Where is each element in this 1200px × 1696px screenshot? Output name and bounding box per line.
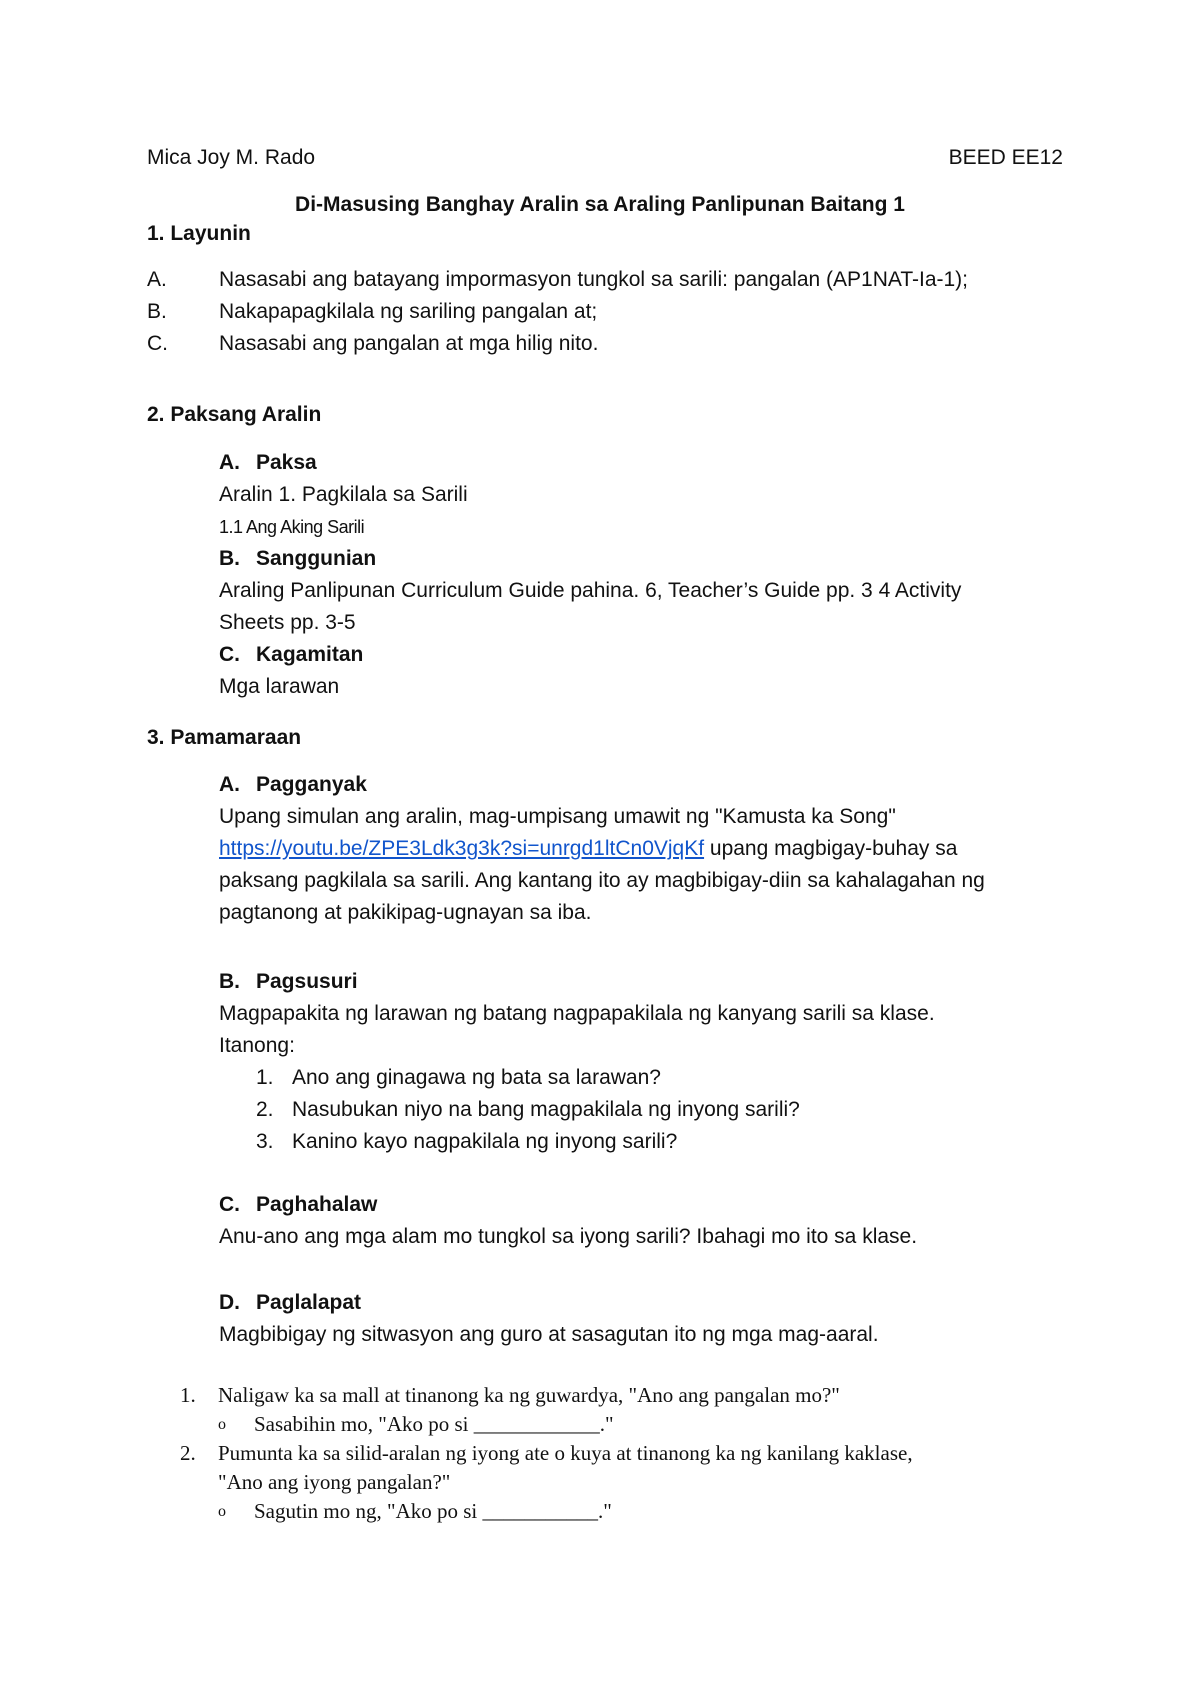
list-item [147, 296, 968, 328]
list-item [180, 1381, 1080, 1410]
list-item-text: Nasasabi ang batayang impormasyon tungkol sa sarili: pangalan (AP1NAT-Ia-1); [219, 268, 969, 291]
subheading-title: Kagamitan [256, 643, 364, 666]
list-item [256, 1126, 1049, 1158]
subheading-marker: B. [219, 970, 240, 993]
pagganyak-line: paksang pagkilala sa sarili. Ang kantang ito ay magbibigay-diin sa kahalagahan ng [219, 869, 985, 892]
page-title: Di-Masusing Banghay Aralin sa Araling Panlipunan Baitang 1 [295, 193, 905, 216]
bullet-icon: o [218, 1503, 226, 1520]
list-marker: 3. [256, 1130, 274, 1153]
list-item [256, 1094, 1049, 1126]
list-marker: 1. [256, 1066, 274, 1089]
list-marker: B. [147, 300, 167, 323]
paksa-line: 1.1 Ang Aking Sarili [219, 517, 365, 537]
subheading-pagganyak [219, 769, 1049, 801]
section-heading-layunin: 1. Layunin [147, 222, 251, 245]
list-marker: C. [147, 332, 168, 355]
sanggunian-line: Sheets pp. 3-5 [219, 611, 356, 634]
subheading-title: Pagganyak [256, 773, 367, 796]
list-item-text: Pumunta ka sa silid-aralan ng iyong ate o kuya at tinanong ka ng kanilang kaklase, [218, 1441, 913, 1465]
list-subitem [218, 1497, 1080, 1526]
subheading-marker: C. [219, 1193, 240, 1216]
subheading-marker: B. [219, 547, 240, 570]
sanggunian-line: Araling Panlipunan Curriculum Guide pahina. 6, Teacher’s Guide pp. 3 4 Activity [219, 579, 962, 602]
situation-list [180, 1381, 1080, 1526]
list-item-text: Nasasabi ang pangalan at mga hilig nito. [219, 332, 599, 355]
paglalapat-block [219, 1287, 1049, 1351]
pagganyak-line: pagtanong at pakikipag-ugnayan sa iba. [219, 901, 592, 924]
subheading-title: Paglalapat [256, 1291, 362, 1314]
list-marker: A. [147, 268, 167, 291]
list-item-continuation [180, 1468, 1080, 1497]
list-marker: 2. [180, 1441, 196, 1465]
pagganyak-line [219, 833, 1049, 865]
subheading-pagsusuri [219, 966, 1049, 998]
list-subitem-text: Sagutin mo ng, "Ako po si ___________." [254, 1499, 612, 1523]
section-heading-paksang-aralin: 2. Paksang Aralin [147, 403, 322, 426]
subheading-title: Paghahalaw [256, 1193, 378, 1216]
paglalapat-line: Magbibigay ng sitwasyon ang guro at sasagutan ito ng mga mag-aaral. [219, 1323, 879, 1346]
subheading-sanggunian [219, 543, 1049, 575]
subheading-marker: C. [219, 643, 240, 666]
list-item-text: "Ano ang iyong pangalan?" [218, 1470, 451, 1494]
subheading-paghahalaw [219, 1189, 1049, 1221]
list-item-text: Nasubukan niyo na bang magpakilala ng inyong sarili? [292, 1098, 800, 1121]
pagganyak-line: Upang simulan ang aralin, mag-umpisang umawit ng "Kamusta ka Song" [219, 805, 896, 828]
pagsusuri-line: Itanong: [219, 1034, 295, 1057]
list-item-text: Ano ang ginagawa ng bata sa larawan? [292, 1066, 661, 1089]
list-item-text: Naligaw ka sa mall at tinanong ka ng guwardya, "Ano ang pangalan mo?" [218, 1383, 840, 1407]
author-name: Mica Joy M. Rado [147, 146, 316, 169]
subheading-kagamitan [219, 639, 1049, 671]
list-subitem-text: Sasabihin mo, "Ako po si ____________." [254, 1412, 614, 1436]
list-item [147, 264, 968, 296]
pagsusuri-block [219, 966, 1049, 1158]
kagamitan-line: Mga larawan [219, 675, 340, 698]
question-list [256, 1062, 1049, 1158]
subheading-paksa [219, 447, 1049, 479]
pagsusuri-line: Magpapakita ng larawan ng batang nagpapakilala ng kanyang sarili sa klase. [219, 1002, 935, 1025]
list-item [147, 328, 968, 360]
list-item-text: Nakapapagkilala ng sariling pangalan at; [219, 300, 598, 323]
paghahalaw-block [219, 1189, 1049, 1253]
pagganyak-line-rest: upang magbigay-buhay sa [704, 837, 958, 860]
section-heading-pamamaraan: 3. Pamamaraan [147, 726, 302, 749]
subheading-title: Pagsusuri [256, 970, 358, 993]
list-item [256, 1062, 1049, 1094]
song-link[interactable]: https://youtu.be/ZPE3Ldk3g3k?si=unrgd1ltCn0VjqKf [219, 837, 705, 860]
list-marker: 1. [180, 1383, 196, 1407]
subheading-marker: A. [219, 773, 240, 796]
header-row [147, 146, 1063, 170]
list-marker: 2. [256, 1098, 274, 1121]
subheading-marker: D. [219, 1291, 240, 1314]
list-subitem [218, 1410, 1080, 1439]
bullet-icon: o [218, 1416, 226, 1433]
pagganyak-block [219, 769, 1049, 929]
list-item [180, 1439, 1080, 1468]
paksa-line: Aralin 1. Pagkilala sa Sarili [219, 483, 468, 506]
list-item-text: Kanino kayo nagpakilala ng inyong sarili? [292, 1130, 678, 1153]
paghahalaw-line: Anu-ano ang mga alam mo tungkol sa iyong sarili? Ibahagi mo ito sa klase. [219, 1225, 918, 1248]
paksang-aralin-block [219, 447, 1049, 703]
course-code: BEED EE12 [948, 146, 1063, 169]
subheading-title: Sanggunian [256, 547, 377, 570]
subheading-paglalapat [219, 1287, 1049, 1319]
layunin-list [147, 264, 968, 360]
subheading-marker: A. [219, 451, 240, 474]
subheading-title: Paksa [256, 451, 317, 474]
